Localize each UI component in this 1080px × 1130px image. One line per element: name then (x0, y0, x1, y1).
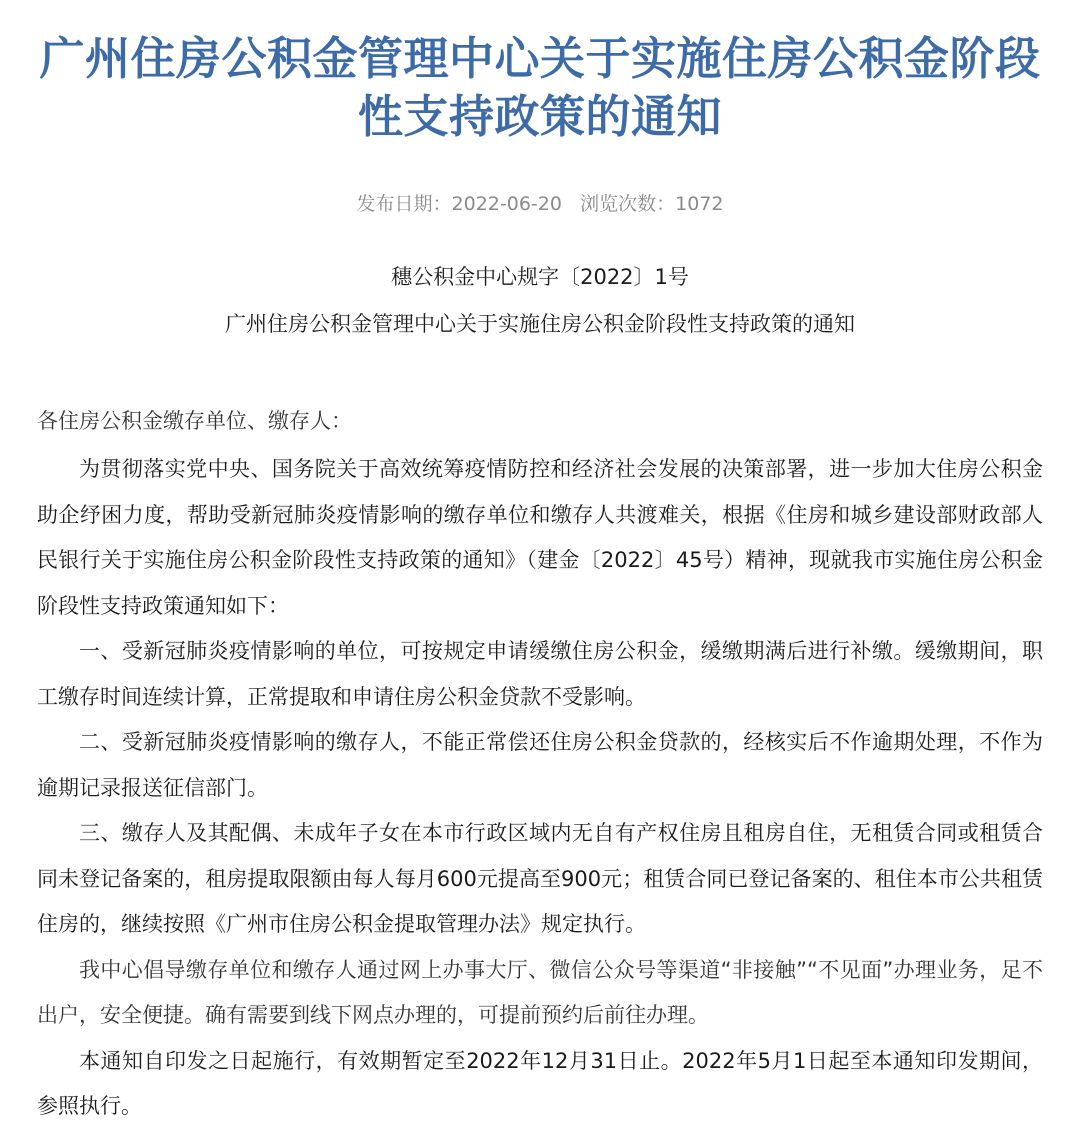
views-count: 1072 (675, 193, 724, 215)
paragraph-item-3: 三、缴存人及其配偶、未成年子女在本市行政区域内无自有产权住房且租房自住，无租赁合同或租赁合同未登记备案的，租房提取限额由每人每月600元提高至900元；租赁合同已登记备案的、租住本市公共租赁住房的，继续按照《广州市住房公积金提取管理办法》规定执行。 (37, 821, 1043, 936)
article-title-line-1: 广州住房公积金管理中心关于实施住房公积金阶段 (39, 32, 1041, 85)
article-title-line-2: 性支持政策的通知 (357, 90, 722, 143)
paragraph-item-1: 一、受新冠肺炎疫情影响的单位，可按规定申请缓缴住房公积金，缓缴期满后进行补缴。缓缴期间，职工缴存时间连续计算，正常提取和申请住房公积金贷款不受影响。 (37, 639, 1043, 709)
views-label: 浏览次数： (580, 193, 676, 215)
paragraph-advice: 我中心倡导缴存单位和缴存人通过网上办事大厅、微信公众号等渠道“非接触”“不见面”办理业务，足不出户，安全便捷。确有需要到线下网点办理的，可提前预约后前往办理。 (37, 957, 1043, 1027)
article-title (37, 0, 1043, 146)
article-meta (37, 191, 1043, 217)
publish-date: 2022-06-20 (451, 193, 562, 215)
salutation: 各住房公积金缴存单位、缴存人： (37, 409, 352, 433)
paragraph-item-2: 二、受新冠肺炎疫情影响的缴存人，不能正常偿还住房公积金贷款的，经核实后不作逾期处理，不作为逾期记录报送征信部门。 (37, 730, 1043, 800)
document-subtitle: 广州住房公积金管理中心关于实施住房公积金阶段性支持政策的通知 (225, 312, 855, 336)
paragraph-effective: 本通知自印发之日起施行，有效期暂定至2022年12月31日止。2022年5月1日起至本通知印发期间，参照执行。 (37, 1048, 1043, 1118)
document-number: 穗公积金中心规字〔2022〕1号 (391, 265, 689, 289)
paragraph-intro: 为贯彻落实党中央、国务院关于高效统筹疫情防控和经济社会发展的决策部署，进一步加大住房公积金助企纾困力度，帮助受新冠肺炎疫情影响的缴存单位和缴存人共渡难关，根据《住房和城乡建设部财政部人民银行关于实施住房公积金阶段性支持政策的通知》（建金〔2022〕45号）精神，现就我市实施住房公积金阶段性支持政策通知如下： (37, 457, 1043, 618)
publish-date-label: 发布日期： (356, 193, 452, 215)
article-body (37, 447, 1043, 1130)
